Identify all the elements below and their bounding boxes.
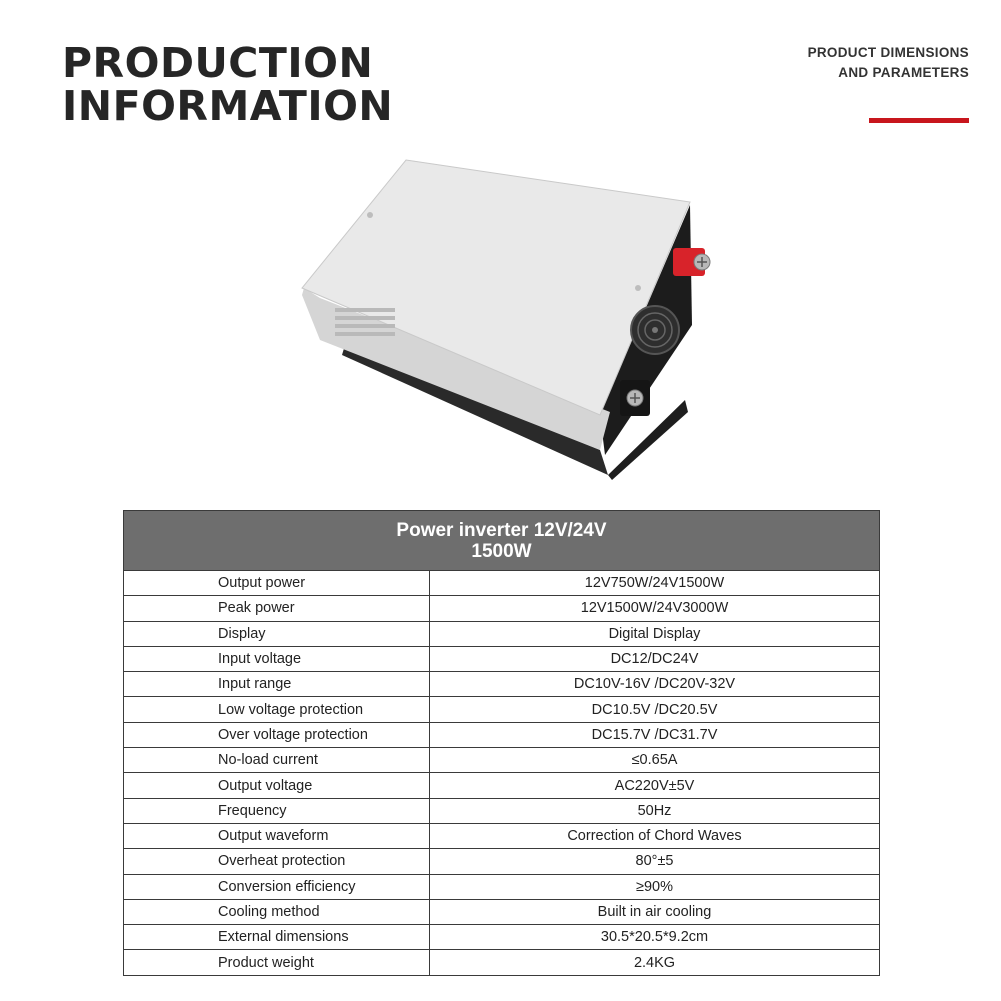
section-subtitle-line-2: AND PARAMETERS [838,65,969,80]
table-row [124,899,880,924]
section-subtitle [808,43,969,83]
spec-value: Digital Display [430,621,880,646]
spec-label: Cooling method [124,899,430,924]
spec-value: DC10V-16V /DC20V-32V [430,672,880,697]
screw [367,212,373,218]
spec-label: Output voltage [124,773,430,798]
spec-label: Output waveform [124,823,430,848]
spec-value: Correction of Chord Waves [430,823,880,848]
spec-value: 80°±5 [430,849,880,874]
spec-value: DC12/DC24V [430,646,880,671]
spec-label: Display [124,621,430,646]
table-row [124,798,880,823]
page-title [62,39,394,130]
spec-value: ≤0.65A [430,748,880,773]
spec-label: Product weight [124,950,430,975]
spec-value: ≥90% [430,874,880,899]
positive-terminal-icon [673,248,710,276]
table-row [124,849,880,874]
table-title [124,511,880,571]
spec-label: Conversion efficiency [124,874,430,899]
table-row [124,596,880,621]
page-title-line-1: PRODUCTION [62,39,374,87]
table-row [124,823,880,848]
spec-value: DC10.5V /DC20.5V [430,697,880,722]
page-title-line-2: INFORMATION [62,82,394,130]
negative-terminal-icon [620,380,650,416]
spec-label: Input voltage [124,646,430,671]
fan-icon [631,306,679,354]
spec-value: 2.4KG [430,950,880,975]
table-title-line-2: 1500W [471,540,532,562]
spec-label: Input range [124,672,430,697]
spec-label: Over voltage protection [124,722,430,747]
spec-value: 12V1500W/24V3000W [430,596,880,621]
table-header-row [124,511,880,571]
spec-label: No-load current [124,748,430,773]
spec-value: Built in air cooling [430,899,880,924]
table-row [124,621,880,646]
spec-value: 12V750W/24V1500W [430,571,880,596]
table-title-line-1: Power inverter 12V/24V [396,519,607,541]
table-row [124,722,880,747]
spec-label: Low voltage protection [124,697,430,722]
table-row [124,874,880,899]
table-row [124,672,880,697]
spec-label: External dimensions [124,925,430,950]
spec-value: AC220V±5V [430,773,880,798]
spec-label: Peak power [124,596,430,621]
table-row [124,697,880,722]
table-row [124,925,880,950]
screw [635,285,641,291]
table-row [124,748,880,773]
spec-table [123,510,880,976]
table-row [124,773,880,798]
accent-bar [869,118,969,123]
table-row [124,950,880,975]
spec-label: Output power [124,571,430,596]
section-subtitle-line-1: PRODUCT DIMENSIONS [807,45,969,60]
spec-value: DC15.7V /DC31.7V [430,722,880,747]
spec-value: 50Hz [430,798,880,823]
spec-value: 30.5*20.5*9.2cm [430,925,880,950]
spec-label: Overheat protection [124,849,430,874]
table-row [124,571,880,596]
spec-label: Frequency [124,798,430,823]
power-inverter-icon [290,150,750,485]
table-row [124,646,880,671]
